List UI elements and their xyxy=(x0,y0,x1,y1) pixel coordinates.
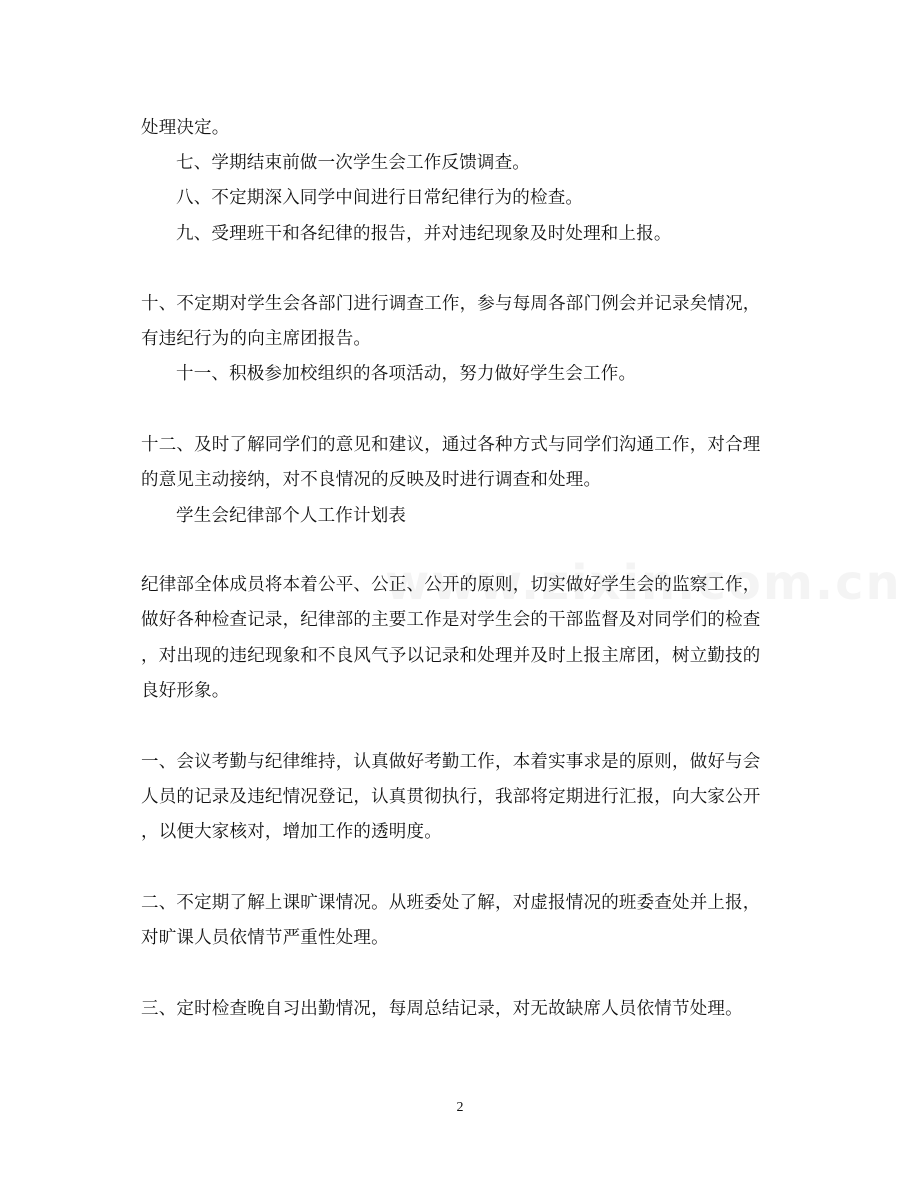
text-line: ，对出现的违纪现象和不良风气予以记录和处理并及时上报主席团，树立勤技的 xyxy=(141,646,761,666)
text-line: 良好形象。 xyxy=(141,681,230,701)
text-line: 做好各种检查记录，纪律部的主要工作是对学生会的干部监督及对同学们的检查 xyxy=(141,610,761,630)
text-line: 处理决定。 xyxy=(141,118,230,138)
text-line: 八、不定期深入同学中间进行日常纪律行为的检查。 xyxy=(176,188,584,208)
text-line: 十、不定期对学生会各部门进行调查工作，参与每周各部门例会并记录矣情况， xyxy=(141,294,761,314)
text-line: 十二、及时了解同学们的意见和建议，通过各种方式与同学们沟通工作，对合理 xyxy=(141,435,761,455)
text-line: 的意见主动接纳，对不良情况的反映及时进行调查和处理。 xyxy=(141,470,602,490)
text-line: 有违纪行为的向主席团报告。 xyxy=(141,329,372,349)
text-line: 二、不定期了解上课旷课情况。从班委处了解，对虚报情况的班委查处并上报， xyxy=(141,893,761,913)
text-line: 九、受理班干和各纪律的报告，并对违纪现象及时处理和上报。 xyxy=(176,224,672,244)
text-line: 三、定时检查晚自习出勤情况，每周总结记录，对无故缺席人员依情节处理。 xyxy=(141,999,743,1019)
section-title: 学生会纪律部个人工作计划表 xyxy=(176,506,407,526)
text-line: 七、学期结束前做一次学生会工作反馈调查。 xyxy=(176,153,530,173)
text-line: ，以便大家核对，增加工作的透明度。 xyxy=(141,822,442,842)
text-line: 对旷课人员依情节严重性处理。 xyxy=(141,928,389,948)
text-line: 十一、积极参加校组织的各项活动，努力做好学生会工作。 xyxy=(176,364,637,384)
page-number: 2 xyxy=(456,1100,464,1115)
text-line: 人员的记录及违纪情况登记，认真贯彻执行，我部将定期进行汇报，向大家公开 xyxy=(141,787,761,807)
text-line: 纪律部全体成员将本着公平、公正、公开的原则，切实做好学生会的监察工作， xyxy=(141,575,761,595)
text-line: 一、会议考勤与纪律维持，认真做好考勤工作，本着实事求是的原则，做好与会 xyxy=(141,752,761,772)
